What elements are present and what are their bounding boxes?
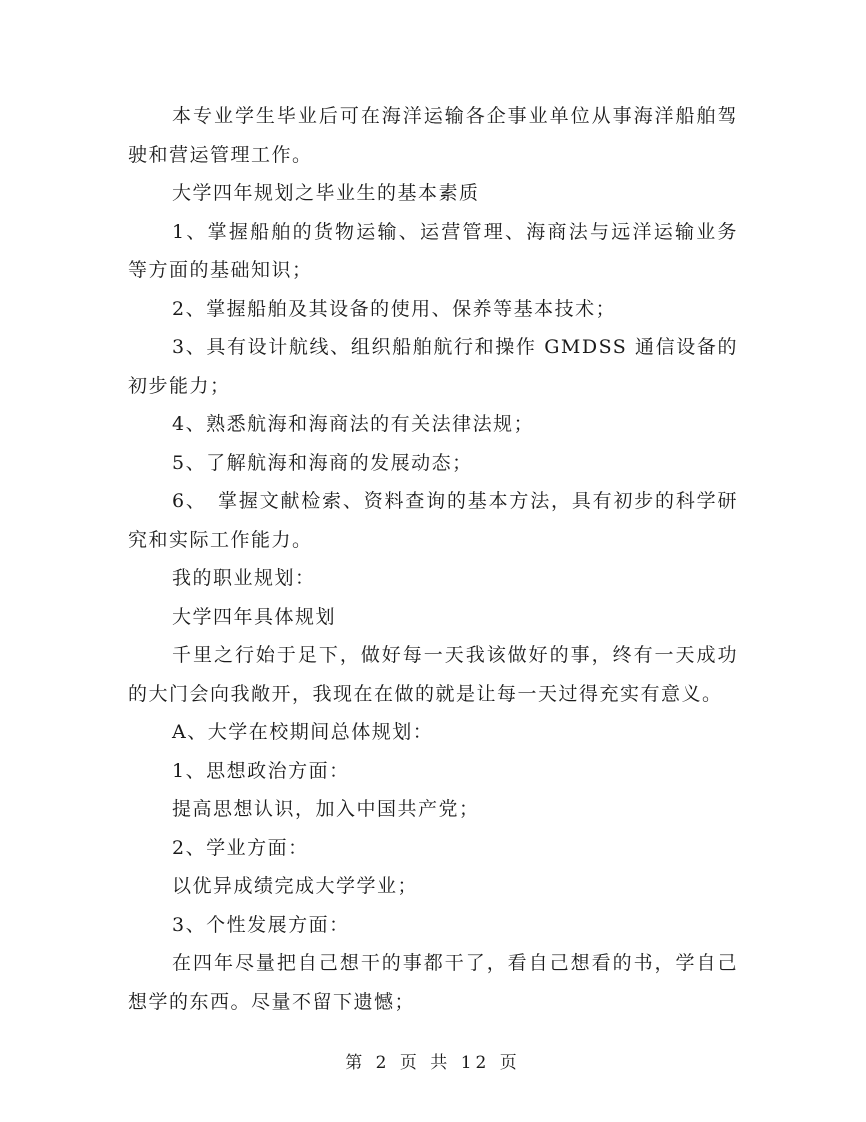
paragraph: 大学四年规划之毕业生的基本素质 xyxy=(172,182,480,204)
page-footer: 第 2 页 共 12 页 xyxy=(345,1053,521,1073)
paragraph: 5、了解航海和海商的发展动态； xyxy=(172,451,473,474)
paragraph: 2、学业方面： xyxy=(172,836,309,859)
paragraph: 提高思想认识，加入中国共产党； xyxy=(172,798,480,820)
paragraph: 千里之行始于足下，做好每一天我该做好的事，终有一天成功的大门会向我敞开，我现在在做的就是让每一天过得充实有意义。 xyxy=(128,644,738,705)
paragraph: 大学四年具体规划 xyxy=(172,605,337,628)
paragraph: 3、个性发展方面： xyxy=(172,913,350,936)
paragraph: 以优异成绩完成大学学业； xyxy=(172,875,419,897)
paragraph: 我的职业规划： xyxy=(172,567,316,589)
paragraph: 本专业学生毕业后可在海洋运输各企事业单位从事海洋船舶驾驶和营运管理工作。 xyxy=(128,105,738,166)
paragraph: 2、掌握船舶及其设备的使用、保养等基本技术； xyxy=(172,297,617,320)
paragraph: 6、 掌握文献检索、资料查询的基本方法，具有初步的科学研究和实际工作能力。 xyxy=(128,490,738,551)
paragraph: 1、掌握船舶的货物运输、运营管理、海商法与远洋运输业务等方面的基础知识； xyxy=(128,220,738,281)
paragraph: 4、熟悉航海和海商法的有关法律法规； xyxy=(172,413,535,435)
paragraph: 1、思想政治方面： xyxy=(172,759,350,782)
paragraph: 3、具有设计航线、组织船舶航行和操作 GMDSS 通信设备的初步能力； xyxy=(128,336,738,397)
paragraph: A、大学在校期间总体规划： xyxy=(172,721,434,743)
paragraph: 在四年尽量把自己想干的事都干了，看自己想看的书，学自己想学的东西。尽量不留下遗憾； xyxy=(128,952,738,1013)
body-text xyxy=(128,97,738,1021)
